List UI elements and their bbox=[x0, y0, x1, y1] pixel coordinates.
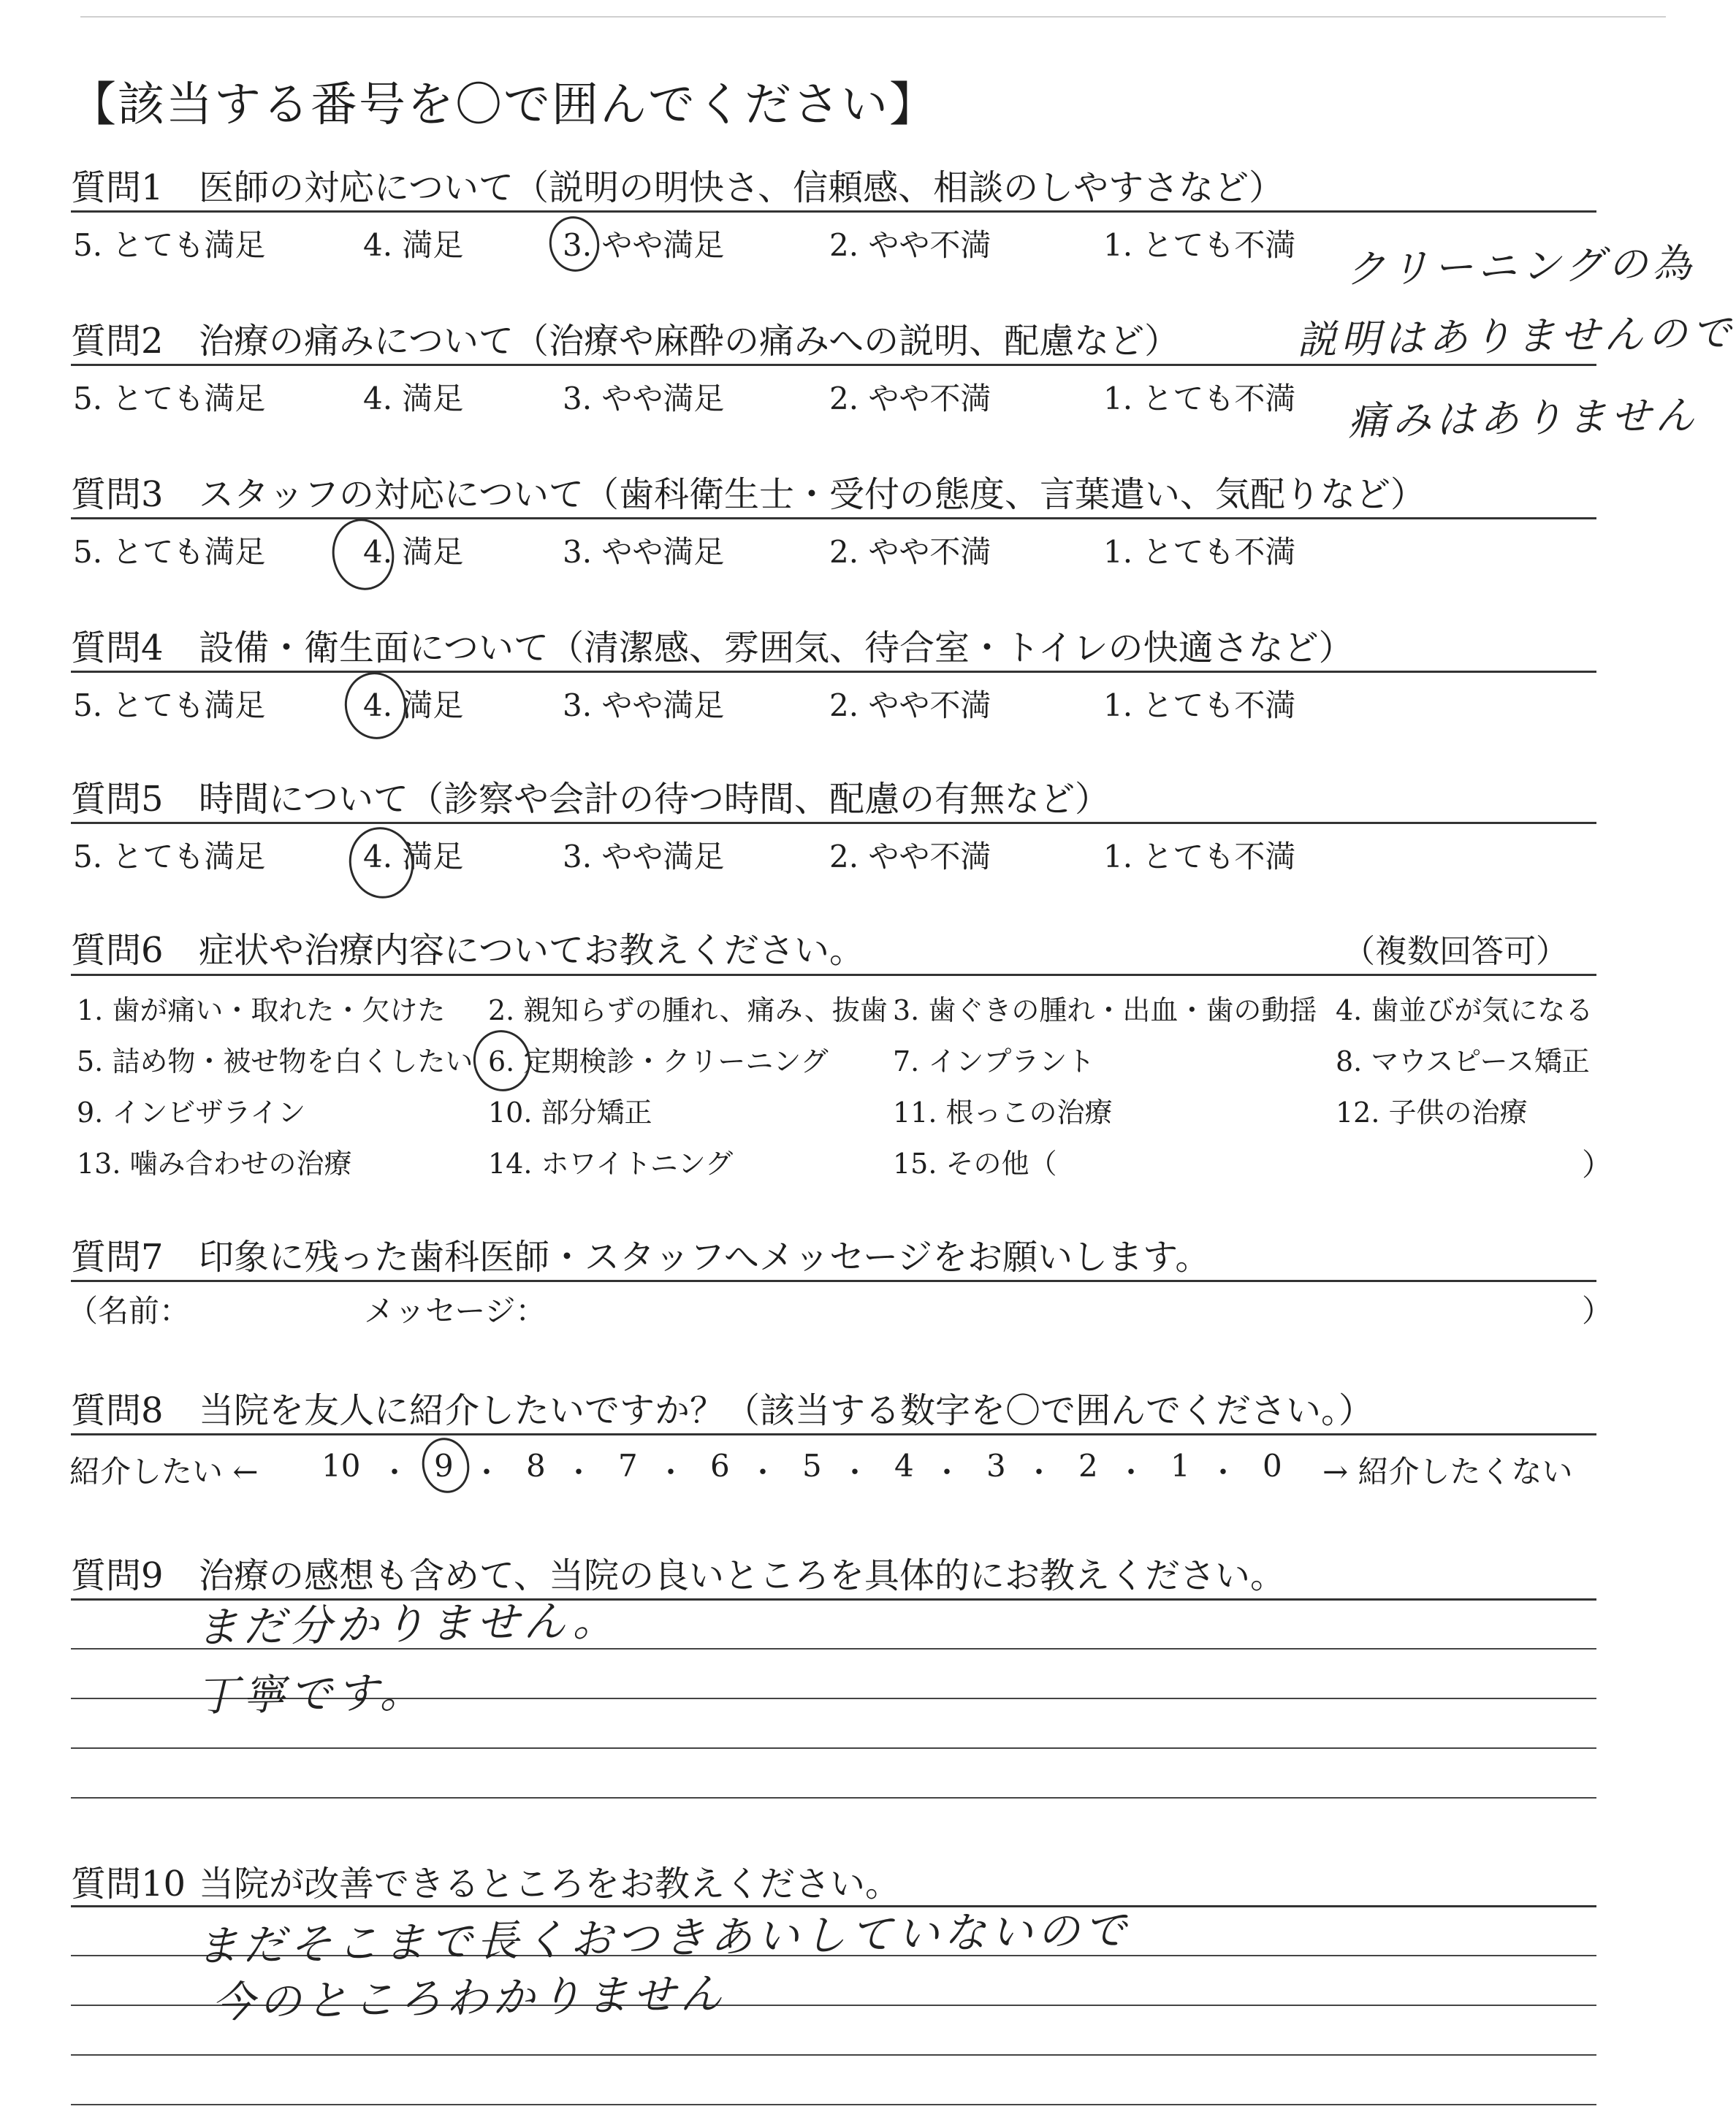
q2-title-row bbox=[71, 313, 1179, 363]
q10-title: 当院が改善できるところをお教えください。 bbox=[199, 1864, 901, 1904]
q4-number: 質問4 bbox=[71, 628, 164, 668]
side-note-line2: 説明はありませんので bbox=[1296, 309, 1736, 364]
q8-sep: ・ bbox=[472, 1456, 501, 1490]
q2-option-5[interactable]: 5. とても満足 bbox=[73, 381, 266, 416]
q8-score-6[interactable]: 6 bbox=[710, 1448, 730, 1484]
q2-number: 質問2 bbox=[71, 321, 164, 362]
q1-title: 医師の対応について（説明の明快さ、信頼感、相談のしやすさなど） bbox=[199, 167, 1284, 208]
q5-option-3[interactable]: 3. やや満足 bbox=[563, 839, 725, 874]
q4-title: 設備・衛生面について（清潔感、雰囲気、待合室・トイレの快適さなど） bbox=[199, 628, 1354, 668]
q2-option-3[interactable]: 3. やや満足 bbox=[563, 381, 725, 416]
q8-rule bbox=[71, 1433, 1596, 1435]
q8-score-4[interactable]: 4 bbox=[894, 1448, 914, 1484]
q3-selected-circle bbox=[326, 513, 401, 595]
q6-item-15[interactable]: 15. その他（ bbox=[893, 1148, 1057, 1180]
q1-option-3[interactable]: 3. やや満足 bbox=[563, 227, 725, 263]
q6-item-1[interactable]: 1. 歯が痛い・取れた・欠けた bbox=[77, 994, 446, 1026]
q7-close-paren: ） bbox=[1582, 1293, 1613, 1329]
q8-sep: ・ bbox=[932, 1456, 962, 1490]
instruction-heading: 【該当する番号を〇で囲んでください】 bbox=[69, 78, 937, 132]
q4-option-2[interactable]: 2. やや不満 bbox=[829, 687, 991, 723]
q8-sep: ・ bbox=[748, 1456, 777, 1490]
q6-item-11[interactable]: 11. 根っこの治療 bbox=[893, 1097, 1113, 1129]
q8-number: 質問8 bbox=[71, 1390, 164, 1431]
q7-message-label: メッセージ： bbox=[364, 1293, 547, 1329]
q2-option-1[interactable]: 1. とても不満 bbox=[1103, 381, 1296, 416]
q4-option-4[interactable]: 4. 満足 bbox=[363, 687, 464, 723]
q8-sep: ・ bbox=[1208, 1456, 1238, 1490]
q6-item-12[interactable]: 12. 子供の治療 bbox=[1336, 1097, 1528, 1129]
q5-rule bbox=[71, 822, 1596, 824]
q6-item-4[interactable]: 4. 歯並びが気になる bbox=[1336, 994, 1594, 1026]
q6-number: 質問6 bbox=[71, 930, 164, 971]
q2-title: 治療の痛みについて（治療や麻酔の痛みへの説明、配慮など） bbox=[199, 321, 1180, 362]
q10-answer-line1: まだそこまで長くおつきあいしていないので bbox=[195, 1904, 1132, 1972]
q8-selected-circle bbox=[417, 1433, 474, 1498]
q3-title-row bbox=[71, 466, 1425, 516]
q6-item-7[interactable]: 7. インプラント bbox=[893, 1045, 1095, 1078]
q10-number: 質問10 bbox=[71, 1864, 186, 1904]
q8-title-row bbox=[71, 1382, 1374, 1433]
top-border bbox=[80, 16, 1666, 18]
q8-title: 当院を友人に紹介したいですか？（該当する数字を〇で囲んでください。） bbox=[199, 1390, 1374, 1431]
q6-other-close-paren: ） bbox=[1582, 1147, 1613, 1183]
q8-score-5[interactable]: 5 bbox=[802, 1448, 822, 1484]
q6-title-row bbox=[71, 922, 864, 972]
q8-sep: ・ bbox=[1116, 1456, 1146, 1490]
q8-left-label: 紹介したい ← bbox=[69, 1454, 259, 1490]
q9-answer-line bbox=[71, 1747, 1596, 1749]
q8-score-9[interactable]: 9 bbox=[434, 1448, 454, 1484]
side-note-line3: 痛みはありません bbox=[1347, 392, 1699, 445]
q4-title-row bbox=[71, 619, 1354, 670]
q4-option-1[interactable]: 1. とても不満 bbox=[1103, 687, 1296, 723]
q8-right-label: → 紹介したくない bbox=[1322, 1454, 1573, 1490]
q3-option-1[interactable]: 1. とても不満 bbox=[1103, 534, 1296, 570]
q6-item-6[interactable]: 6. 定期検診・クリーニング bbox=[488, 1045, 829, 1078]
q8-score-1[interactable]: 1 bbox=[1170, 1448, 1190, 1484]
side-note-line1: クリーニングの為 bbox=[1345, 240, 1697, 293]
q9-answer-line2: 丁寧です。 bbox=[195, 1667, 427, 1721]
q1-option-2[interactable]: 2. やや不満 bbox=[829, 227, 991, 263]
q2-option-2[interactable]: 2. やや不満 bbox=[829, 381, 991, 416]
q7-name-label: （名前： bbox=[67, 1293, 191, 1329]
q1-option-4[interactable]: 4. 満足 bbox=[363, 227, 464, 263]
q5-option-1[interactable]: 1. とても不満 bbox=[1103, 839, 1296, 874]
q6-item-10[interactable]: 10. 部分矯正 bbox=[488, 1097, 652, 1129]
q5-title-row bbox=[71, 771, 1110, 821]
q7-number: 質問7 bbox=[71, 1237, 164, 1278]
q3-option-3[interactable]: 3. やや満足 bbox=[563, 534, 725, 570]
q7-title-row bbox=[71, 1229, 1210, 1279]
q1-title-row bbox=[71, 159, 1284, 210]
q5-option-2[interactable]: 2. やや不満 bbox=[829, 839, 991, 874]
q5-number: 質問5 bbox=[71, 779, 164, 820]
q6-item-3[interactable]: 3. 歯ぐきの腫れ・出血・歯の動揺 bbox=[893, 994, 1317, 1026]
q6-title: 症状や治療内容についてお教えください。 bbox=[199, 930, 865, 971]
q10-title-row bbox=[71, 1856, 900, 1906]
q1-option-1[interactable]: 1. とても不満 bbox=[1103, 227, 1296, 263]
q9-title-row bbox=[71, 1547, 1285, 1598]
q6-item-2[interactable]: 2. 親知らずの腫れ、痛み、抜歯 bbox=[488, 994, 888, 1026]
q4-selected-circle bbox=[338, 666, 412, 744]
q7-title: 印象に残った歯科医師・スタッフへメッセージをお願いします。 bbox=[199, 1237, 1211, 1278]
q8-sep: ・ bbox=[380, 1456, 409, 1490]
q6-multi-answer-note: （複数回答可） bbox=[1343, 933, 1568, 970]
q8-sep: ・ bbox=[656, 1456, 685, 1490]
q1-number: 質問1 bbox=[71, 167, 164, 208]
q3-title: スタッフの対応について（歯科衛生士・受付の態度、言葉遣い、気配りなど） bbox=[199, 474, 1426, 515]
q10-answer-line bbox=[71, 2104, 1596, 2105]
q3-option-5[interactable]: 5. とても満足 bbox=[73, 534, 266, 570]
q6-selected-circle bbox=[468, 1025, 536, 1097]
q10-answer-line2: 今のところわかりません bbox=[211, 1968, 727, 2028]
q8-score-10[interactable]: 10 bbox=[321, 1448, 361, 1484]
q6-item-5[interactable]: 5. 詰め物・被せ物を白くしたい bbox=[77, 1045, 473, 1078]
q2-option-4[interactable]: 4. 満足 bbox=[363, 381, 464, 416]
q3-rule bbox=[71, 517, 1596, 519]
q8-sep: ・ bbox=[564, 1456, 593, 1490]
q3-option-2[interactable]: 2. やや不満 bbox=[829, 534, 991, 570]
q8-score-2[interactable]: 2 bbox=[1078, 1448, 1098, 1484]
q5-option-4[interactable]: 4. 満足 bbox=[363, 839, 464, 874]
q4-rule bbox=[71, 671, 1596, 673]
q7-rule bbox=[71, 1280, 1596, 1282]
q1-option-5[interactable]: 5. とても満足 bbox=[73, 227, 266, 263]
q6-item-8[interactable]: 8. マウスピース矯正 bbox=[1336, 1045, 1590, 1078]
q4-option-5[interactable]: 5. とても満足 bbox=[73, 687, 266, 723]
q6-item-9[interactable]: 9. インビザライン bbox=[77, 1097, 306, 1129]
q8-sep: ・ bbox=[840, 1456, 869, 1490]
q8-score-8[interactable]: 8 bbox=[526, 1448, 546, 1484]
q5-title: 時間について（診察や会計の待つ時間、配慮の有無など） bbox=[199, 779, 1111, 820]
q9-number: 質問9 bbox=[71, 1555, 164, 1596]
q5-option-5[interactable]: 5. とても満足 bbox=[73, 839, 266, 874]
q8-score-3[interactable]: 3 bbox=[986, 1448, 1006, 1484]
q4-option-3[interactable]: 3. やや満足 bbox=[563, 687, 725, 723]
q9-answer-line bbox=[71, 1797, 1596, 1799]
q3-option-4[interactable]: 4. 満足 bbox=[363, 534, 464, 570]
q8-score-7[interactable]: 7 bbox=[618, 1448, 638, 1484]
q9-title: 治療の感想も含めて、当院の良いところを具体的にお教えください。 bbox=[199, 1555, 1286, 1596]
q6-item-13[interactable]: 13. 噛み合わせの治療 bbox=[77, 1148, 352, 1180]
q1-rule bbox=[71, 210, 1596, 213]
q10-answer-line bbox=[71, 2054, 1596, 2056]
q8-sep: ・ bbox=[1024, 1456, 1054, 1490]
q3-number: 質問3 bbox=[71, 474, 164, 515]
q8-score-0[interactable]: 0 bbox=[1263, 1448, 1282, 1484]
q9-answer-line1: まだ分かりません。 bbox=[195, 1595, 620, 1653]
q6-item-14[interactable]: 14. ホワイトニング bbox=[488, 1148, 734, 1180]
q6-rule bbox=[71, 974, 1596, 976]
